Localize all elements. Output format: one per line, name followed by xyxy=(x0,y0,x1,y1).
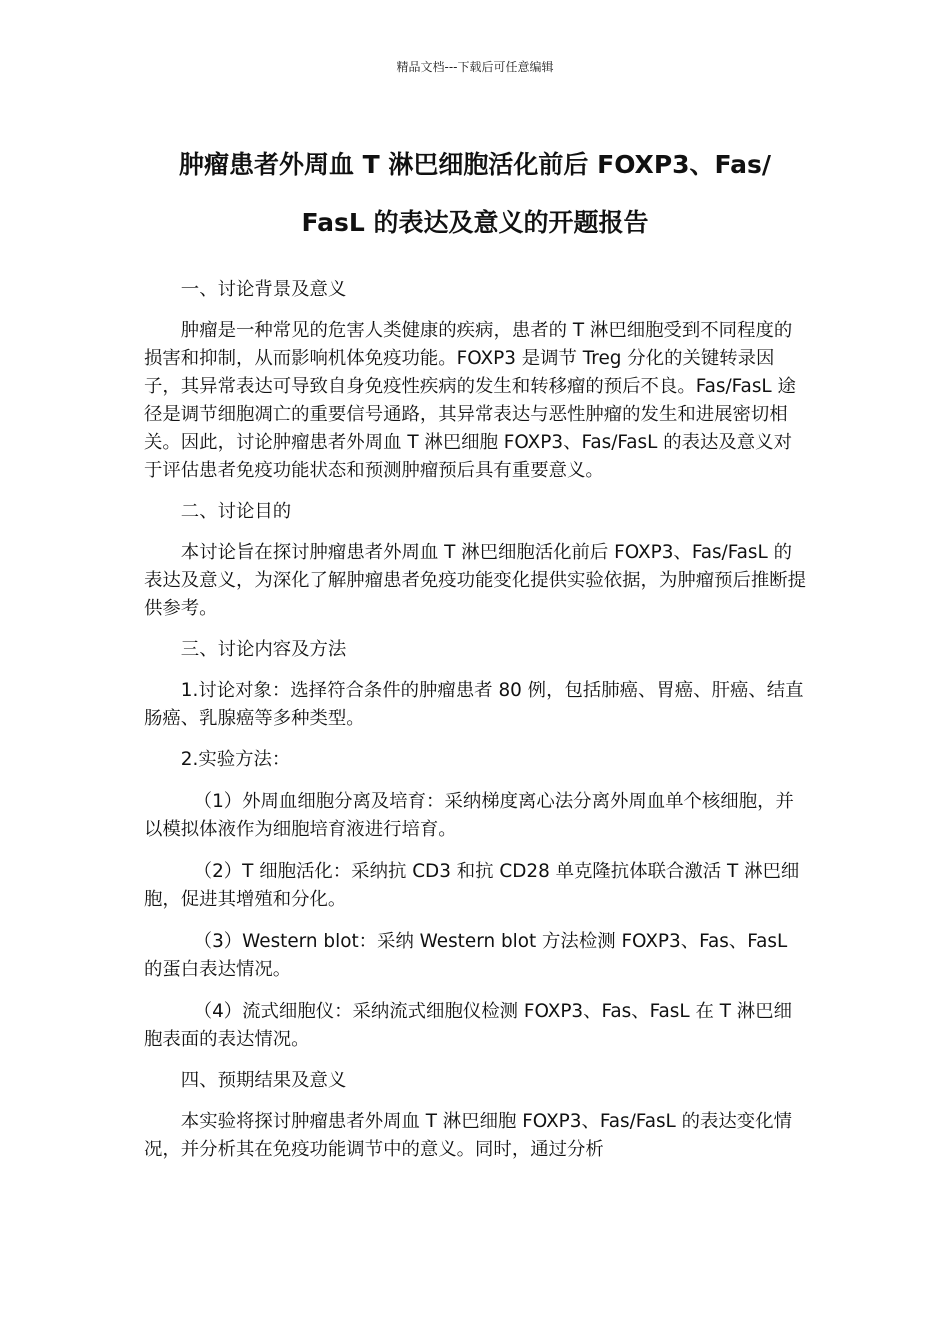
section-1-heading: 一、讨论背景及意义 xyxy=(180,279,347,300)
section-4-paragraph: 本实验将探讨肿瘤患者外周血 T 淋巴细胞 FOXP3、Fas/FasL 的表达变化情况，并分析其在免疫功能调节中的意义。同时，通过分析 xyxy=(144,1111,792,1160)
section-2-heading: 二、讨论目的 xyxy=(180,501,292,522)
section-4-heading: 四、预期结果及意义 xyxy=(180,1070,347,1091)
title-line-1: 肿瘤患者外周血 T 淋巴细胞活化前后 FOXP3、Fas/ xyxy=(178,150,772,179)
section-3-sub-3: （3）Western blot：采纳 Western blot 方法检测 FOXP3、Fas、FasL 的蛋白表达情况。 xyxy=(144,931,788,980)
section-3-sub-1: （1）外周血细胞分离及培育：采纳梯度离心法分离外周血单个核细胞，并以模拟体液作为细胞培育液进行培育。 xyxy=(144,791,794,840)
section-1-paragraph: 肿瘤是一种常见的危害人类健康的疾病，患者的 T 淋巴细胞受到不同程度的损害和抑制，从而影响机体免疫功能。FOXP3 是调节 Treg 分化的关键转录因子，其异常表达可导致自身免疫性疾病的发生和转移瘤的预后不良。Fas/FasL 途径是调节细胞凋亡的重要信号通路，其异常表达与恶性肿瘤的发生和进展密切相关。因此，讨论肿瘤患者外周血 T 淋巴细胞 FOXP3、Fas/FasL 的表达及意义对于评估患者免疫功能状态和预测肿瘤预后具有重要意义。 xyxy=(144,320,796,481)
section-3-item-2: 2.实验方法： xyxy=(180,749,291,770)
section-3-item-1: 1.讨论对象：选择符合条件的肿瘤患者 80 例，包括肺癌、胃癌、肝癌、结直肠癌、乳腺癌等多种类型。 xyxy=(144,680,804,729)
section-3-sub-4: （4）流式细胞仪：采纳流式细胞仪检测 FOXP3、Fas、FasL 在 T 淋巴细胞表面的表达情况。 xyxy=(144,1001,792,1050)
section-3-sub-2: （2）T 细胞活化：采纳抗 CD3 和抗 CD28 单克隆抗体联合激活 T 淋巴细胞，促进其增殖和分化。 xyxy=(144,861,800,910)
section-2-paragraph: 本讨论旨在探讨肿瘤患者外周血 T 淋巴细胞活化前后 FOXP3、Fas/FasL 的表达及意义，为深化了解肿瘤患者免疫功能变化提供实验依据，为肿瘤预后推断提供参考。 xyxy=(144,542,807,619)
section-3-heading: 三、讨论内容及方法 xyxy=(180,639,347,660)
document-body xyxy=(144,276,808,1164)
title-line-2: FasL 的表达及意义的开题报告 xyxy=(301,208,649,237)
header-note: 精品文档---下载后可任意编辑 xyxy=(396,60,554,74)
document-title xyxy=(120,136,830,252)
